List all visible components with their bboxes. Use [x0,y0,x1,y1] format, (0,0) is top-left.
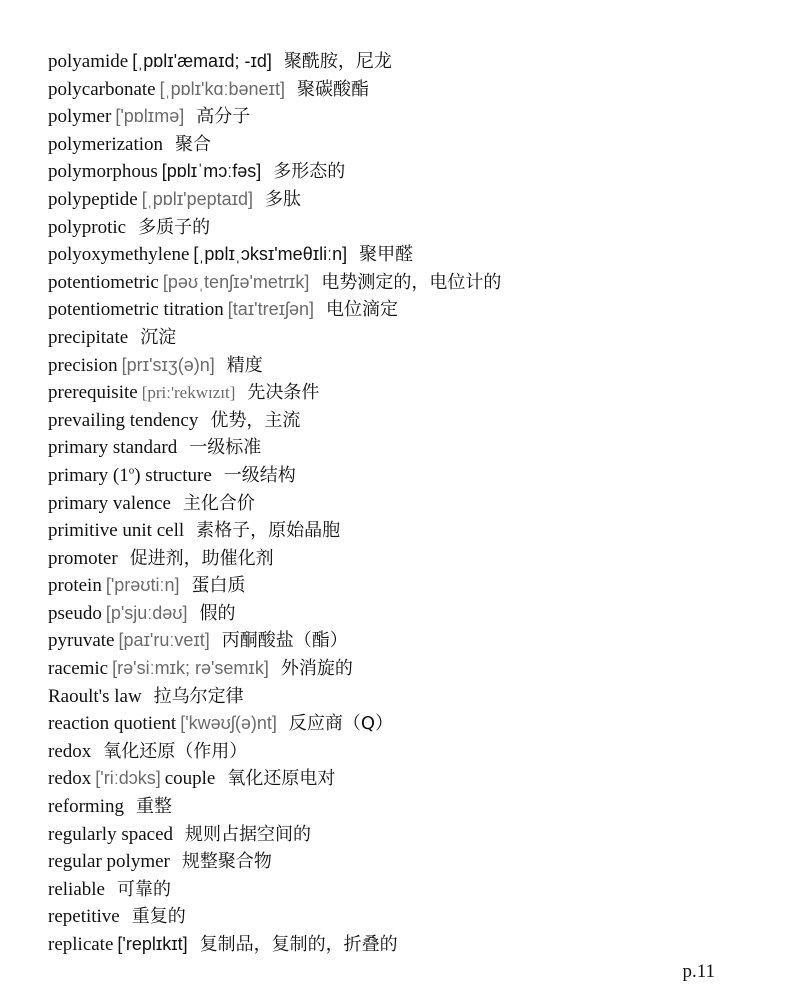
entry-pronunciation: [rə'siːmɪk; rə'semɪk] [112,658,269,679]
entry-term: reforming [48,796,124,818]
entry-term: pyruvate [48,630,115,652]
entry-translation: 聚合 [175,133,212,155]
entry-translation: 重整 [135,796,172,818]
entry-term: polymorphous [48,161,158,183]
entry-translation: 一级结构 [223,464,296,486]
entry-term: polypeptide [48,188,138,210]
entry-pronunciation: [pəʊˌtenʃɪə'metrɪk] [162,271,310,292]
entry-translation: 反应商（Q） [288,713,394,735]
entry-term: polycarbonate [48,78,156,100]
entry-term-tail: ) structure [134,464,212,486]
entry-term: repetitive [48,906,120,928]
entry-pronunciation: [paɪ'ruːveɪt] [118,630,210,651]
entry-term: precipitate [48,326,129,348]
entry-translation: 可靠的 [116,878,171,900]
glossary-entry [48,848,768,876]
glossary-entry [48,683,768,711]
entry-term: polyoxymethylene [48,244,190,266]
entry-translation: 氧化还原（作用） [103,740,248,762]
entry-term: primitive unit cell [48,520,185,542]
entry-translation: 聚甲醛 [359,244,414,266]
glossary-entry [48,434,768,462]
entry-term: primary standard [48,437,178,459]
glossary-entry [48,876,768,904]
glossary-entry [48,76,768,104]
glossary-entry [48,462,768,490]
glossary-entry [48,241,768,269]
glossary-entry [48,655,768,683]
entry-translation: 氧化还原电对 [227,768,336,790]
entry-term: reaction quotient [48,713,177,735]
glossary-entry [48,600,768,628]
entry-pronunciation: ['pɒlɪmə] [115,106,185,127]
entry-term: potentiometric titration [48,299,224,321]
entry-term: prevailing tendency [48,409,199,431]
entry-pronunciation: [ˌpɒlɪ'kɑːbəneɪt] [159,78,285,99]
entry-pronunciation: [ˌpɒlɪ'peptaɪd] [141,188,254,209]
glossary-entry [48,545,768,573]
entry-term: regularly spaced [48,823,174,845]
glossary-entry [48,158,768,186]
glossary-entry [48,517,768,545]
entry-term: redox [48,740,92,762]
glossary-entry [48,821,768,849]
glossary-entry [48,572,768,600]
entry-translation: 蛋白质 [191,575,246,597]
entry-translation: 聚碳酸酯 [296,78,369,100]
glossary-entry [48,738,768,766]
glossary-entry [48,379,768,407]
glossary-entry [48,352,768,380]
glossary-entry [48,710,768,738]
entry-translation: 拉乌尔定律 [153,685,244,707]
entry-pronunciation: [taɪ'treɪʃən] [227,299,315,320]
entry-translation: 电势测定的，电位计的 [321,271,502,293]
entry-pronunciation: [ˌpɒlɪˌɔksɪ'meθɪliːn] [193,244,348,265]
entry-term: potentiometric [48,271,159,293]
glossary-entry [48,490,768,518]
entry-pronunciation: ['kwəʊʃ(ə)nt] [180,713,277,734]
entry-translation: 假的 [199,602,236,624]
entry-pronunciation: [pɒlɪˈmɔːfəs] [161,161,262,182]
glossary-entry [48,407,768,435]
entry-pronunciation: [priː'rekwɪzɪt] [141,383,236,403]
entry-pronunciation: ['replɪkɪt] [117,934,188,954]
glossary-entry [48,269,768,297]
glossary-entry [48,296,768,324]
glossary-entry [48,324,768,352]
entry-pronunciation: ['riːdɔks] [95,768,161,789]
entry-pronunciation: ['prəʊtiːn] [105,575,180,596]
entry-pronunciation: [prɪ'sɪʒ(ə)n] [121,354,215,375]
entry-translation: 规整聚合物 [181,851,272,873]
entry-term: Raoult's law [48,685,142,707]
entry-translation: 规则占据空间的 [185,823,312,845]
entry-translation: 聚酰胺，尼龙 [283,51,392,72]
entry-term: pseudo [48,602,102,624]
entry-term: polyprotic [48,216,127,238]
entry-translation: 复制品，复制的，折叠的 [199,934,398,955]
entry-translation: 外消旋的 [280,658,353,680]
glossary-entry [48,48,768,76]
entry-translation: 多肽 [265,188,302,210]
glossary-entry [48,131,768,159]
entry-term-superscript: o [128,464,135,477]
entry-term: regular polymer [48,851,170,873]
glossary-entry [48,214,768,242]
entry-term: replicate [48,934,114,955]
entry-term: polymer [48,106,112,128]
glossary-entry [48,903,768,931]
entry-translation: 促进剂，助催化剂 [129,547,274,569]
entry-translation: 丙酮酸盐（酯） [221,630,348,652]
entry-translation: 多质子的 [138,216,211,238]
glossary-entry [48,103,768,131]
entry-term: reliable [48,878,105,900]
entry-translation: 先决条件 [247,382,320,404]
glossary-entry [48,186,768,214]
entry-term: prerequisite [48,382,138,404]
entry-translation: 优势，主流 [210,409,301,431]
entry-term: protein [48,575,102,597]
entry-translation: 多形态的 [273,161,346,183]
entry-translation: 一级标准 [189,437,262,459]
entry-term: primary valence [48,492,171,514]
glossary-entry [48,627,768,655]
entry-term: primary (1 [48,464,129,486]
entry-term-suffix: couple [164,768,216,790]
entry-translation: 电位滴定 [326,299,399,321]
entry-term: promoter [48,547,118,569]
glossary-list [48,48,768,959]
entry-translation: 素格子，原始晶胞 [196,520,341,542]
glossary-entry [48,765,768,793]
entry-term: racemic [48,658,109,680]
entry-term: precision [48,354,118,376]
entry-pronunciation: [p'sjuːdəʊ] [105,602,188,623]
entry-term: polymerization [48,133,164,155]
entry-translation: 沉淀 [140,326,177,348]
entry-pronunciation: [ˌpɒlɪ'æmaɪd; -ɪd] [132,51,272,71]
page-number: p.11 [682,961,715,982]
entry-translation: 重复的 [131,906,186,928]
entry-translation: 高分子 [196,106,251,128]
glossary-entry [48,931,768,959]
entry-translation: 精度 [226,354,263,376]
entry-translation: 主化合价 [182,492,255,514]
entry-term: polyamide [48,51,129,72]
entry-term: redox [48,768,92,790]
glossary-entry [48,793,768,821]
